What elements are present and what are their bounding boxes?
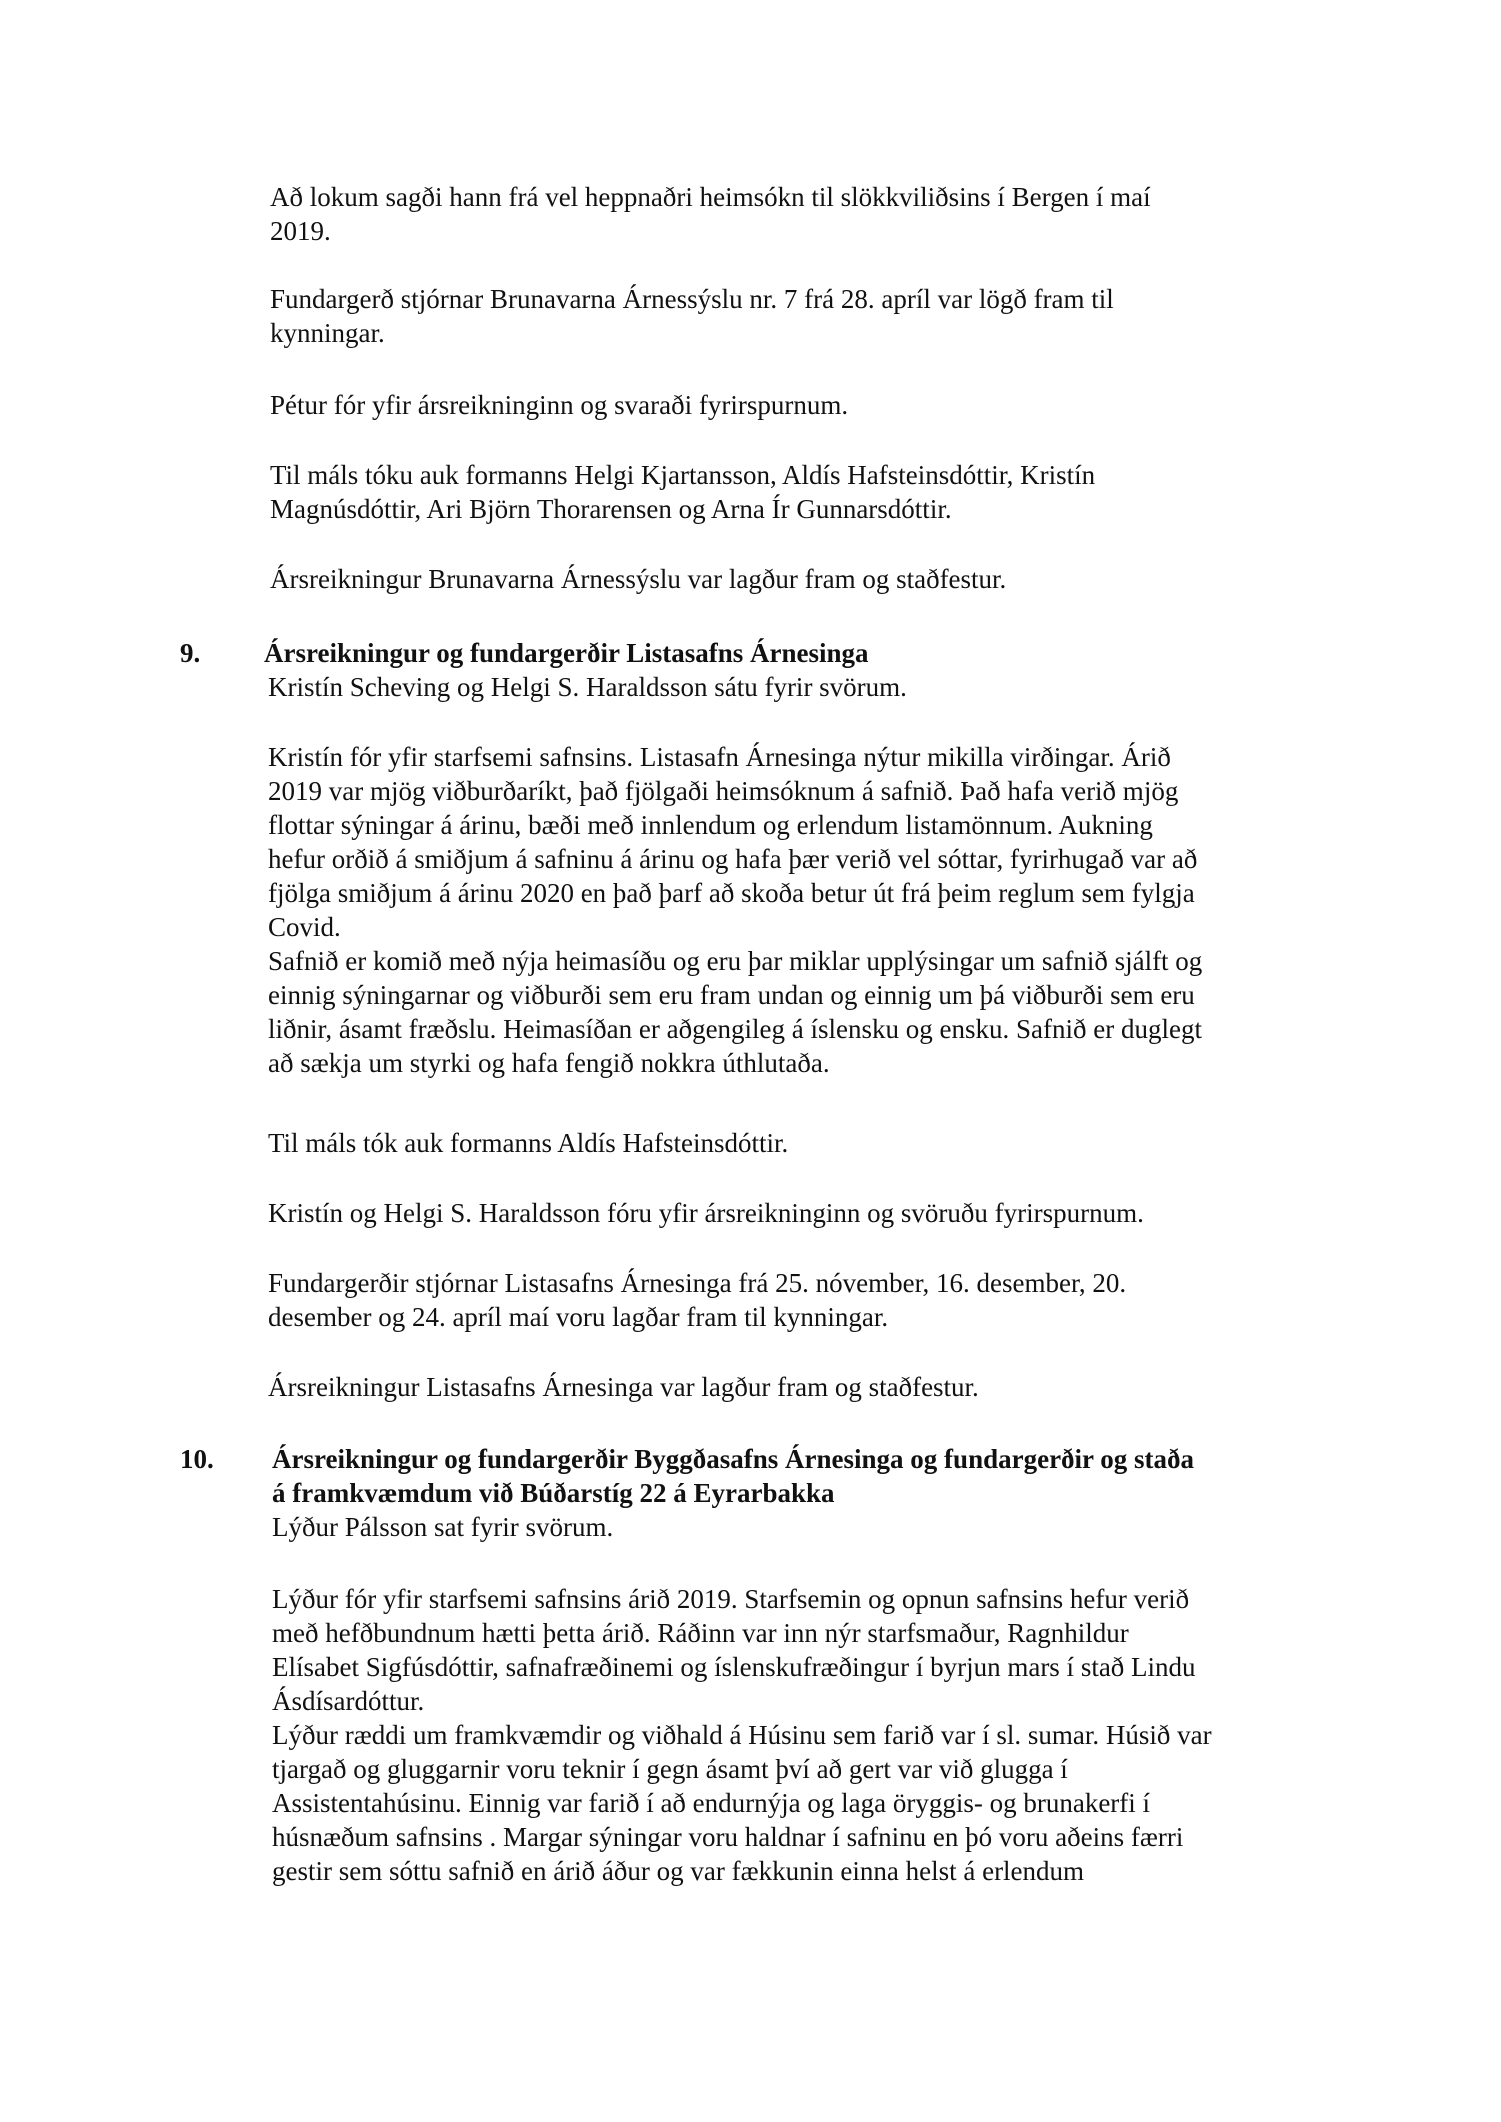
section-9-speakers bbox=[268, 1126, 1328, 1160]
text-line: Covid. bbox=[268, 912, 341, 942]
section-9-title-line: Ársreikningur og fundargerðir Listasafns Árnesinga bbox=[264, 638, 869, 668]
section-9-attendees bbox=[268, 670, 1328, 704]
text-line: Magnúsdóttir, Ari Björn Thorarensen og Arna Ír Gunnarsdóttir. bbox=[270, 494, 952, 524]
text-line: 2019 var mjög viðburðaríkt, það fjölgaði heimsóknum á safnið. Það hafa verið mjög bbox=[268, 776, 1179, 806]
text-line: Fundargerð stjórnar Brunavarna Árnessýslu nr. 7 frá 28. apríl var lögð fram til bbox=[270, 284, 1114, 314]
text-line: einnig sýningarnar og viðburði sem eru fram undan og einnig um þá viðburði sem eru bbox=[268, 980, 1195, 1010]
text-line: Til máls tók auk formanns Aldís Hafsteinsdóttir. bbox=[268, 1128, 789, 1158]
text-line: Lýður ræddi um framkvæmdir og viðhald á Húsinu sem farið var í sl. sumar. Húsið var bbox=[272, 1720, 1212, 1750]
section-9-accounts-review bbox=[268, 1196, 1328, 1230]
text-line: Kristín og Helgi S. Haraldsson fóru yfir ársreikninginn og svöruðu fyrirspurnum. bbox=[268, 1198, 1144, 1228]
text-line: Að lokum sagði hann frá vel heppnaðri heimsókn til slökkviliðsins í Bergen í maí bbox=[270, 182, 1151, 212]
text-line: hefur orðið á smiðjum á safninu á árinu og hafa þær verið vel sóttar, fyrirhugað var að bbox=[268, 844, 1198, 874]
section-10-title-line: á framkvæmdum við Búðarstíg 22 á Eyrarbakka bbox=[272, 1478, 835, 1508]
text-line: Assistentahúsinu. Einnig var farið í að endurnýja og laga öryggis- og brunakerfi í bbox=[272, 1788, 1151, 1818]
section-9-title bbox=[264, 636, 869, 670]
text-line: með hefðbundnum hætti þetta árið. Ráðinn var inn nýr starfsmaður, Ragnhildur bbox=[272, 1618, 1129, 1648]
text-line: Ársreikningur Brunavarna Árnessýslu var lagður fram og staðfestur. bbox=[270, 564, 1007, 594]
text-line: tjargað og gluggarnir voru teknir í gegn ásamt því að gert var við glugga í bbox=[272, 1754, 1068, 1784]
text-line: desember og 24. apríl maí voru lagðar fram til kynningar. bbox=[268, 1302, 889, 1332]
text-line: Kristín fór yfir starfsemi safnsins. Listasafn Árnesinga nýtur mikilla virðingar. Árið bbox=[268, 742, 1171, 772]
text-line: Lýður fór yfir starfsemi safnsins árið 2019. Starfsemin og opnun safnsins hefur verið bbox=[272, 1584, 1190, 1614]
section-9-minutes bbox=[268, 1266, 1328, 1334]
text-line: liðnir, ásamt fræðslu. Heimasíðan er aðgengileg á íslensku og ensku. Safnið er duglegt bbox=[268, 1014, 1202, 1044]
text-line: Lýður Pálsson sat fyrir svörum. bbox=[272, 1512, 614, 1542]
section-10-attendees bbox=[272, 1510, 1332, 1544]
paragraph-petur-accounts bbox=[270, 388, 1330, 422]
text-line: Ársreikningur Listasafns Árnesinga var lagður fram og staðfestur. bbox=[268, 1372, 979, 1402]
section-10-title-line: Ársreikningur og fundargerðir Byggðasafns Árnesinga og fundargerðir og staða bbox=[272, 1444, 1195, 1474]
text-line: Safnið er komið með nýja heimasíðu og eru þar miklar upplýsingar um safnið sjálft og bbox=[268, 946, 1203, 976]
text-line: Pétur fór yfir ársreikninginn og svaraði fyrirspurnum. bbox=[270, 390, 849, 420]
text-line: Fundargerðir stjórnar Listasafns Árnesinga frá 25. nóvember, 16. desember, 20. bbox=[268, 1268, 1127, 1298]
text-line: fjölga smiðjum á árinu 2020 en það þarf að skoða betur út frá þeim reglum sem fylgja bbox=[268, 878, 1195, 908]
text-line: 2019. bbox=[270, 216, 331, 246]
text-line: kynningar. bbox=[270, 318, 385, 348]
section-10-report bbox=[272, 1582, 1332, 1888]
text-line: Ásdísardóttur. bbox=[272, 1686, 425, 1716]
text-line: flottar sýningar á árinu, bæði með innlendum og erlendum listamönnum. Aukning bbox=[268, 810, 1153, 840]
paragraph-bergen-visit bbox=[270, 180, 1330, 248]
paragraph-accounts-approved-8 bbox=[270, 562, 1330, 596]
paragraph-speakers-8 bbox=[270, 458, 1330, 526]
text-line: Til máls tóku auk formanns Helgi Kjartansson, Aldís Hafsteinsdóttir, Kristín bbox=[270, 460, 1096, 490]
paragraph-minutes-brunavarna bbox=[270, 282, 1330, 350]
text-line: gestir sem sóttu safnið en árið áður og var fækkunin einna helst á erlendum bbox=[272, 1856, 1085, 1886]
section-9-report bbox=[268, 740, 1328, 1080]
section-10-title bbox=[272, 1442, 1194, 1510]
text-line: húsnæðum safnsins . Margar sýningar voru haldnar í safninu en þó voru aðeins færri bbox=[272, 1822, 1184, 1852]
section-10-number: 10. bbox=[180, 1444, 214, 1474]
text-line: Kristín Scheving og Helgi S. Haraldsson sátu fyrir svörum. bbox=[268, 672, 907, 702]
section-9-accounts-approved bbox=[268, 1370, 1328, 1404]
section-9-number: 9. bbox=[180, 638, 201, 668]
text-line: Elísabet Sigfúsdóttir, safnafræðinemi og íslenskufræðingur í byrjun mars í stað Lindu bbox=[272, 1652, 1196, 1682]
text-line: að sækja um styrki og hafa fengið nokkra úthlutaða. bbox=[268, 1048, 830, 1078]
